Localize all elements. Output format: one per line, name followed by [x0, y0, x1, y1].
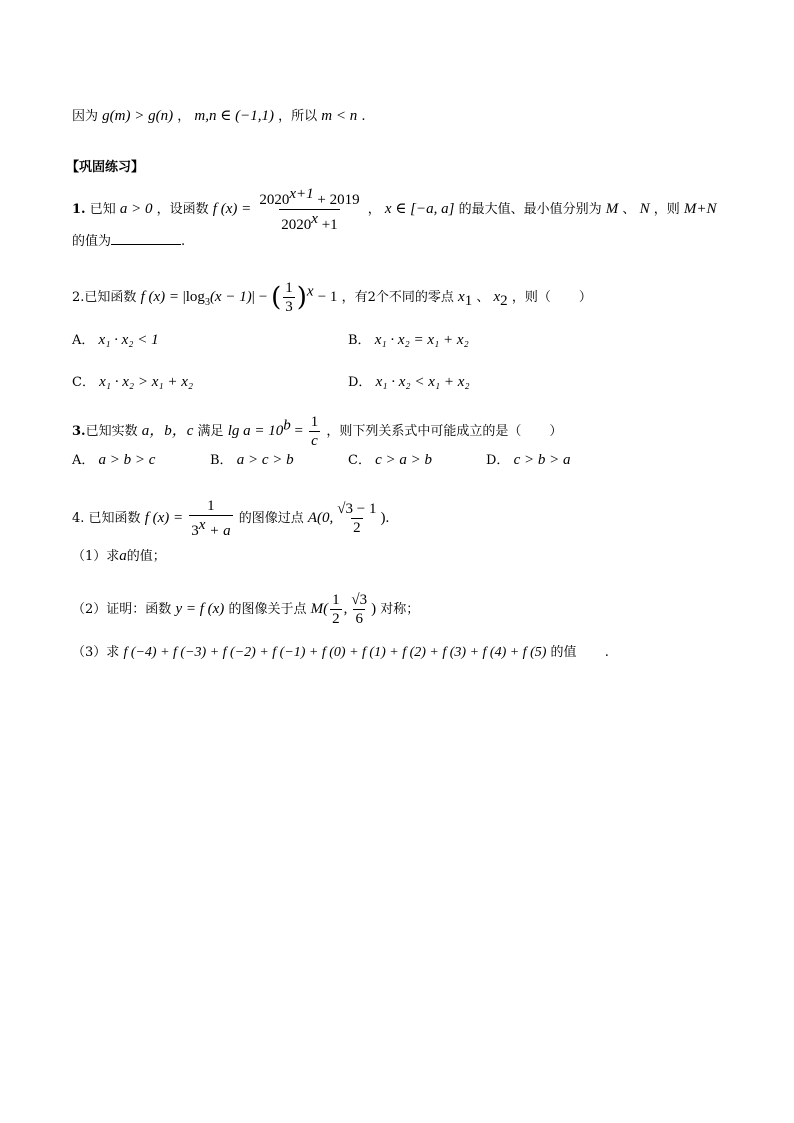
q2-log: log — [185, 289, 205, 305]
q4-sub2-text-1: 证明：函数 — [106, 602, 172, 617]
q3-cond-exp: b — [283, 417, 291, 434]
q2-fraction — [283, 280, 295, 315]
q2-log-base: 3 — [204, 297, 210, 308]
q3-option-c-text: c > a > b — [375, 452, 432, 468]
q1-cond: a > 0 — [119, 201, 153, 217]
q3-text-3: ，则下列关系式中可能成立的是（ — [326, 424, 522, 439]
q4-sub2-end: ) — [371, 601, 377, 617]
q4-number: 4. — [72, 511, 85, 526]
q3-option-a-label: A． — [72, 453, 95, 468]
q4-sub3-end: . — [604, 645, 609, 660]
intro-line — [72, 106, 366, 127]
q4-sub3-text-2: 的值 — [550, 645, 577, 660]
q2-frac-den: 3 — [285, 299, 293, 315]
q4-sub2 — [72, 592, 419, 627]
intro-sep: ， — [177, 109, 191, 124]
q4-text-1: 已知函数 — [88, 511, 141, 526]
q2-minus: − — [258, 289, 272, 305]
q4-den-exp: x — [198, 517, 206, 533]
q4-sub2-pt: M( — [310, 601, 329, 617]
q4-text-2: 的图像过点 — [238, 511, 304, 526]
q3-frac-den: c — [311, 433, 318, 449]
q2-x2 — [493, 289, 508, 309]
q4-sub1-text-2: 的值； — [126, 549, 166, 564]
q1-M: M — [605, 201, 619, 217]
q2-number: 2. — [72, 290, 85, 305]
q1-domain: x ∈ [−a, a] — [384, 201, 455, 217]
q3-vars: a，b，c — [141, 423, 194, 439]
q2-text-2: ，有 — [341, 290, 368, 305]
q2-option-b[interactable] — [348, 330, 469, 351]
q1-answer-blank[interactable] — [111, 230, 181, 245]
q3-option-d[interactable] — [486, 450, 570, 471]
q4-sub1 — [72, 546, 166, 567]
question-2: 2.已知函数 f $(x) = |\log_3(x - 1)|$ − ( $\frac{1}{3}$ )$^x$ − 1 ，有2个不同的零点 $x_1$ 、 $x_2$ ，则（ ） — [72, 280, 592, 315]
q4-sub3-text-1: 求 — [106, 645, 120, 660]
q2-x1-sub: 1 — [464, 293, 473, 309]
q4-point: A(0, — [307, 510, 334, 526]
q4-sub2-comma: , — [343, 601, 348, 617]
q1-num-tail: + 2019 — [313, 192, 360, 208]
q3-cond-eq: = — [290, 423, 307, 439]
q4-sub3-expr: f (−4) + f (−3) + f (−2) + f (−1) + f (0) + f (1) + f (2) + f (3) + f (4) + f (5) — [123, 645, 547, 660]
section-title: 【巩固练习】 — [66, 160, 145, 175]
q2-text-1: 已知函数 — [84, 290, 137, 305]
q4-sub2-d1: 2 — [332, 611, 340, 627]
q4-sub2-n2: √3 — [351, 592, 368, 608]
q3-option-d-label: D． — [486, 453, 510, 468]
q4-sub2-text-2: 的图像关于点 — [228, 602, 307, 617]
q4-den-tail: + a — [205, 523, 231, 539]
q3-option-a[interactable] — [72, 450, 155, 471]
q4-den-base: 3 — [191, 523, 199, 539]
q2-tail: − 1 — [317, 289, 338, 305]
q1-text-4: 的最大值、最小值分别为 — [458, 202, 602, 217]
q2-frac-num: 1 — [285, 280, 293, 296]
q3-text-4: ） — [549, 424, 563, 439]
q2-option-c-label: C． — [72, 375, 95, 390]
q1-den-base: 2020 — [281, 217, 312, 233]
q1-fx: f (x) = — [212, 201, 252, 217]
q1-text-3: ， — [367, 202, 381, 217]
q4-point-den: 2 — [353, 520, 361, 536]
q4-point-end: ). — [380, 510, 390, 526]
q2-option-d-text: x₁ · x₂ < x₁ + x₂ — [375, 374, 470, 390]
q3-option-a-text: a > b > c — [98, 452, 156, 468]
intro-end: . — [361, 109, 366, 124]
q3-option-b-text: a > c > b — [236, 452, 294, 468]
q4-point-num: √3 − 1 — [337, 501, 377, 517]
q1-N: N — [639, 201, 650, 217]
q1-number: 1. — [72, 202, 86, 217]
q3-fraction — [309, 414, 321, 449]
q1-num-exp: x+1 — [289, 186, 314, 202]
question-4 — [72, 498, 389, 539]
intro-so: ，所以 — [278, 109, 318, 124]
q4-sub2-frac-2 — [349, 592, 369, 627]
q1-text-8: . — [181, 234, 186, 249]
q2-count: 2 — [367, 290, 376, 305]
q2-option-c[interactable] — [72, 372, 193, 393]
q1-text-7: 的值为 — [72, 234, 112, 249]
q3-number: 3. — [72, 424, 86, 439]
q4-sub2-d2: 6 — [355, 611, 363, 627]
q3-option-c[interactable] — [348, 450, 432, 471]
q2-option-b-text: x₁ · x₂ = x₁ + x₂ — [374, 332, 469, 348]
q2-option-a-text: x₁ · x₂ < 1 — [98, 332, 159, 348]
q4-sub3 — [72, 643, 609, 663]
q4-sub2-label: （2） — [72, 602, 107, 617]
question-1 — [72, 186, 717, 233]
q3-option-b-label: B． — [210, 453, 233, 468]
q3-option-b[interactable] — [210, 450, 294, 471]
q4-sub1-var: a — [119, 548, 127, 564]
intro-mn: m,n ∈ (−1,1) — [194, 108, 274, 124]
q2-x2-sub: 2 — [500, 293, 508, 309]
q1-text-6: ，则 — [653, 202, 680, 217]
q4-sub3-label: （3） — [72, 645, 107, 660]
q2-option-b-label: B． — [348, 333, 371, 348]
q2-abs: $|\log_3(x - 1)|$ — [182, 289, 255, 308]
q2-option-d-label: D． — [348, 375, 372, 390]
q3-option-d-text: c > b > a — [513, 452, 571, 468]
q2-text-3: 个不同的零点 — [375, 290, 454, 305]
q4-sub2-fn: y = f (x) — [175, 601, 225, 617]
question-3 — [72, 414, 562, 449]
q2-text-6: ） — [578, 290, 592, 305]
q3-option-c-label: C． — [348, 453, 371, 468]
q1-text-2: ，设函数 — [156, 202, 209, 217]
q4-sub1-text-1: 求 — [106, 549, 120, 564]
intro-conclusion: m < n — [321, 108, 358, 124]
q2-option-a-label: A． — [72, 333, 95, 348]
q2-x1-var: x — [458, 289, 465, 305]
q4-fraction — [189, 498, 232, 539]
q2-log-arg: (x − 1) — [209, 289, 252, 305]
q4-sub2-n1: 1 — [332, 592, 340, 608]
q1-fraction — [257, 186, 361, 233]
q2-x2-var: x — [493, 289, 501, 305]
q3-cond: lg a = 10 — [227, 423, 284, 439]
q3-text-1: 已知实数 — [85, 424, 138, 439]
question-1-line-2 — [72, 230, 185, 252]
q2-exp: x — [306, 283, 314, 300]
intro-because: 因为 — [72, 109, 99, 124]
q1-MN: M+N — [683, 201, 717, 217]
q2-option-c-text: x₁ · x₂ > x₁ + x₂ — [99, 374, 194, 390]
intro-gm: g(m) > g(n) — [102, 108, 174, 124]
q3-frac-num: 1 — [310, 414, 319, 430]
q4-frac-num: 1 — [207, 498, 215, 514]
q4-sub2-text-3: 对称； — [380, 602, 420, 617]
q4-point-fraction — [335, 501, 378, 536]
q4-sub1-label: （1） — [72, 549, 107, 564]
q1-text-1: 已知 — [89, 202, 116, 217]
q2-x1 — [458, 289, 473, 309]
q2-option-d[interactable] — [348, 372, 470, 393]
q4-fx: f (x) = — [144, 510, 184, 526]
q2-text-4: 、 — [476, 290, 490, 305]
q2-option-a[interactable] — [72, 330, 159, 351]
q4-sub2-frac-1 — [330, 592, 342, 627]
q1-den-tail: +1 — [317, 217, 338, 233]
q1-text-5: 、 — [622, 202, 636, 217]
q1-num-base: 2020 — [259, 192, 290, 208]
q1-den-exp: x — [311, 211, 318, 227]
q2-text-5: ，则（ — [511, 290, 551, 305]
q3-text-2: 满足 — [197, 424, 224, 439]
q2-fx: f (x) = — [140, 289, 183, 305]
